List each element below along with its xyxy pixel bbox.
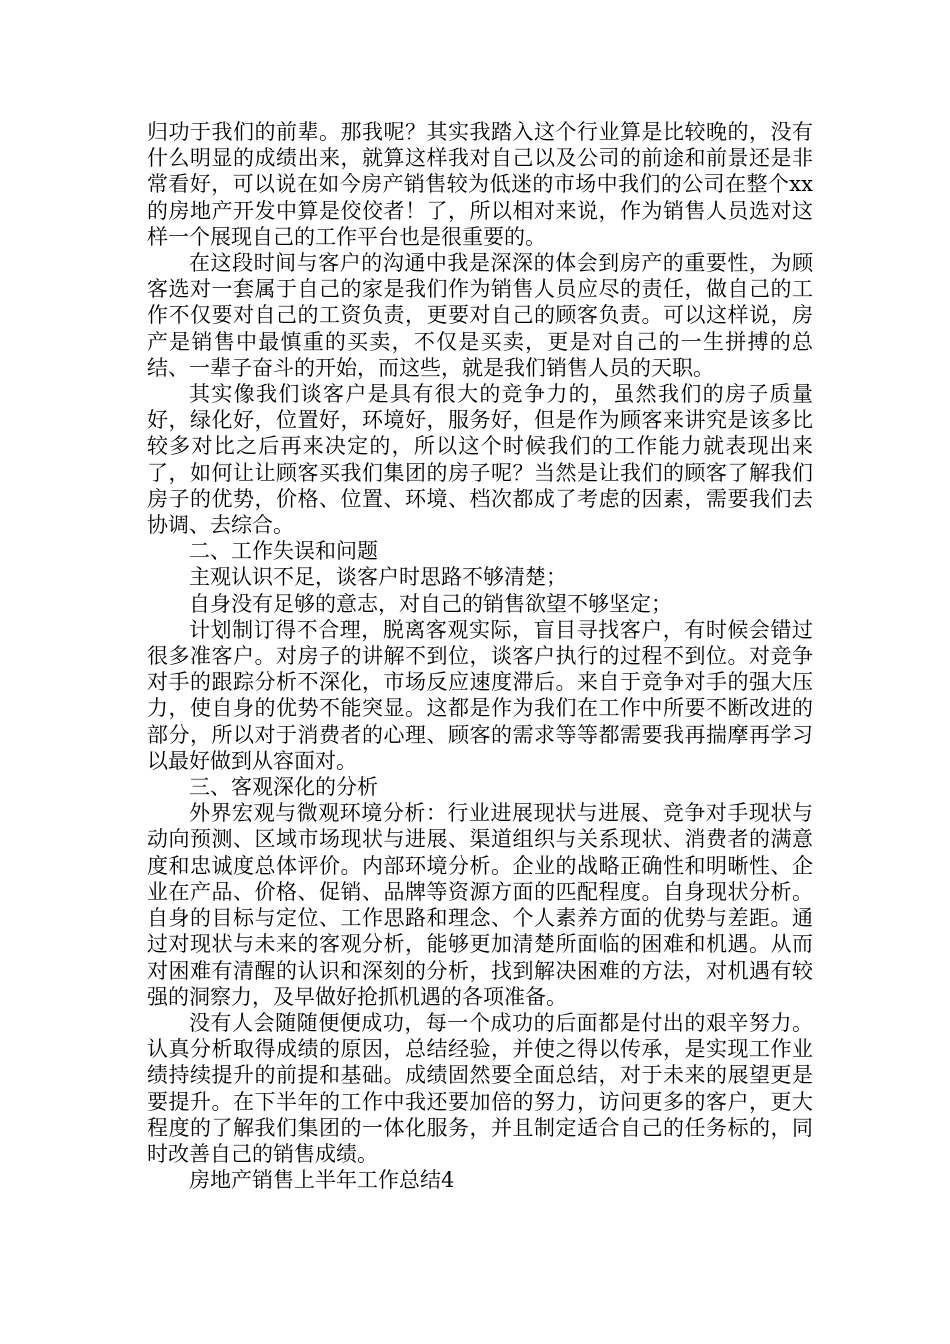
- paragraph-problem-3: 计划制订得不合理，脱离客观实际，盲目寻找客户，有时候会错过很多准客户。对房子的讲解不到位，谈客户执行的过程不到位。对竞争对手的跟踪分析不深化，市场反应速度滞后。来自于竞争对手的强大压力，使自身的优势不能突显。这都是作为我们在工作中所要不断改进的部分，所以对于消费者的心理、顾客的需求等等都需要我再揣摩再学习以最好做到从容面对。: [147, 617, 813, 773]
- section-heading-analysis: 三、客观深化的分析: [189, 775, 378, 800]
- next-section-title: 房地产销售上半年工作总结4: [189, 1168, 455, 1193]
- paragraph-conclusion: 没有人会随随便便成功，每一个成功的后面都是付出的艰辛努力。认真分析取得成绩的原因，总结经验，并使之得以传承，是实现工作业绩持续提升的前提和基础。成绩固然要全面总结，对于未来的展望更是要提升。在下半年的工作中我还要加倍的努力，访问更多的客户，更大程度的了解我们集团的一体化服务，并且制定适合自己的任务标的，同时改善自己的销售成绩。: [147, 1010, 813, 1166]
- paragraph-problem-1: 主观认识不足，谈客户时思路不够清楚；: [189, 565, 567, 590]
- section-heading-problems: 二、工作失误和问题: [189, 539, 378, 564]
- paragraph-environment-analysis: 外界宏观与微观环境分析：行业进展现状与进展、竞争对手现状与动向预测、区域市场现状与进展、渠道组织与关系现状、消费者的满意度和忠诚度总体评价。内部环境分析。企业的战略正确性和明晰性、企业在产品、价格、促销、品牌等资源方面的匹配程度。自身现状分析。自身的目标与定位、工作思路和理念、个人素养方面的优势与差距。通过对现状与未来的客观分析，能够更加清楚所面临的困难和机遇。从而对困难有清醒的认识和深刻的分析，找到解决困难的方法，对机遇有较强的洞察力，及早做好抢抓机遇的各项准备。: [147, 801, 813, 1009]
- paragraph-communication: 在这段时间与客户的沟通中我是深深的体会到房产的重要性，为顾客选对一套属于自己的家是我们作为销售人员应尽的责任，做自己的工作不仅要对自己的工资负责，更要对自己的顾客负责。可以这样说，房产是销售中最慎重的买卖，不仅是买卖，更是对自己的一生拼搏的总结、一辈子奋斗的开始，而这些，就是我们销售人员的天职。: [147, 251, 813, 380]
- paragraph-competitiveness: 其实像我们谈客户是具有很大的竞争力的，虽然我们的房子质量好，绿化好，位置好，环境好，服务好，但是作为顾客来讲究是该多比较多对比之后再来决定的，所以这个时候我们的工作能力就表现出来了，如何让让顾客买我们集团的房子呢？当然是让我们的顾客了解我们房子的优势，价格、位置、环境、档次都成了考虑的因素，需要我们去协调、去综合。: [147, 382, 813, 538]
- paragraph-continuation: 归功于我们的前辈。那我呢？其实我踏入这个行业算是比较晚的，没有什么明显的成绩出来，就算这样我对自己以及公司的前途和前景还是非常看好，可以说在如今房产销售较为低迷的市场中我们的公司在整个xx的房地产开发中算是佼佼者！了，所以相对来说，作为销售人员选对这样一个展现自己的工作平台也是很重要的。: [147, 120, 813, 249]
- paragraph-problem-2: 自身没有足够的意志，对自己的销售欲望不够坚定；: [189, 591, 672, 616]
- document-page: [147, 119, 813, 1193]
